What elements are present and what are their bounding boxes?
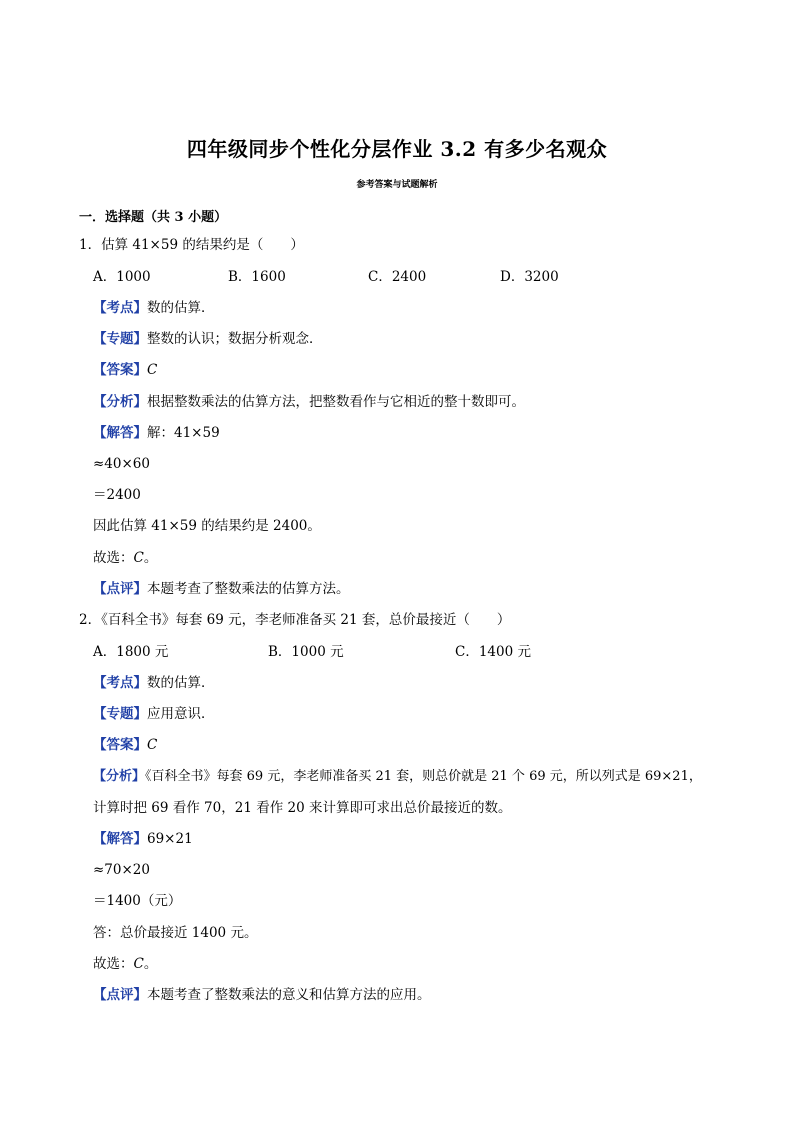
jieda-row [93,830,193,848]
jieda-tag: 【解答】 [93,425,147,441]
kaodian-tag: 【考点】 [93,675,147,691]
kaodian-tag: 【考点】 [93,300,147,316]
fenxi-text: 根据整数乘法的估算方法，把整数看作与它相近的整十数即可。 [147,394,525,410]
kaodian-text: 数的估算． [147,675,215,691]
guxuan-row [93,549,157,567]
question-stem: 1．估算 41×59 的结果约是（ ） [79,237,304,253]
jieda-tag: 【解答】 [93,831,147,847]
step-line: 答：总价最接近 1400 元。 [93,925,258,941]
dianping-row [93,986,431,1004]
fenxi-tag: 【分析】 [93,769,146,784]
question-stem: 2．《百科全书》每套 69 元，李老师准备买 21 套，总价最接近（ ） [79,612,511,628]
zhuanti-row [93,705,215,723]
kaodian-text: 数的估算． [147,300,215,316]
fenxi-row [93,393,525,411]
option-c: C．1400 元 [455,644,531,660]
option-a: A．1800 元 [93,644,169,660]
zhuanti-row [93,330,323,348]
zhuanti-text: 应用意识． [147,706,215,722]
jieda-text: 解：41×59 [147,425,220,441]
dianping-tag: 【点评】 [93,581,147,597]
kaodian-row [93,299,215,317]
kaodian-row [93,674,215,692]
guxuan-answer: C [133,956,144,972]
daan-text: C [147,737,158,753]
guxuan-answer: C [133,550,144,566]
guxuan-suffix: 。 [143,956,158,972]
option-d: D．3200 [500,269,559,285]
daan-row [93,736,157,754]
guxuan-row [93,955,157,973]
dianping-text: 本题考查了整数乘法的估算方法。 [147,581,350,597]
page-subtitle: 参考答案与试题解析 [356,180,438,190]
daan-tag: 【答案】 [93,362,147,378]
zhuanti-tag: 【专题】 [93,706,147,722]
jieda-row [93,424,220,442]
fenxi-row [93,768,702,786]
option-c: C．2400 [368,269,427,285]
page-title: 四年级同步个性化分层作业 3.2 有多少名观众 [186,137,608,161]
option-a: A．1000 [93,269,151,285]
option-b: B．1600 [228,269,286,285]
dianping-text: 本题考查了整数乘法的意义和估算方法的应用。 [147,987,431,1003]
step-line: ＝1400（元） [93,893,182,909]
jieda-text: 69×21 [147,831,193,847]
zhuanti-tag: 【专题】 [93,331,147,347]
step-line: ≈70×20 [93,862,150,878]
fenxi-tag: 【分析】 [93,394,147,410]
dianping-row [93,580,350,598]
option-b: B．1000 元 [268,644,344,660]
guxuan-prefix: 故选： [93,550,134,566]
dianping-tag: 【点评】 [93,987,147,1003]
guxuan-suffix: 。 [143,550,158,566]
step-line: ＝2400 [93,487,141,503]
daan-row [93,361,157,379]
guxuan-prefix: 故选： [93,956,134,972]
fenxi-continued: 计算时把 69 看作 70，21 看作 20 来计算即可求出总价最接近的数。 [93,800,512,816]
step-line: ≈40×60 [93,456,150,472]
fenxi-text: 《百科全书》每套 69 元，李老师准备买 21 套，则总价就是 21 个 69 元，所以列式是 69×21， [145,769,702,784]
zhuanti-text: 整数的认识；数据分析观念． [147,331,323,347]
section-heading: 一．选择题（共 3 小题） [79,210,228,225]
step-line: 因此估算 41×59 的结果约是 2400。 [93,518,321,534]
daan-tag: 【答案】 [93,737,147,753]
daan-text: C [147,362,158,378]
